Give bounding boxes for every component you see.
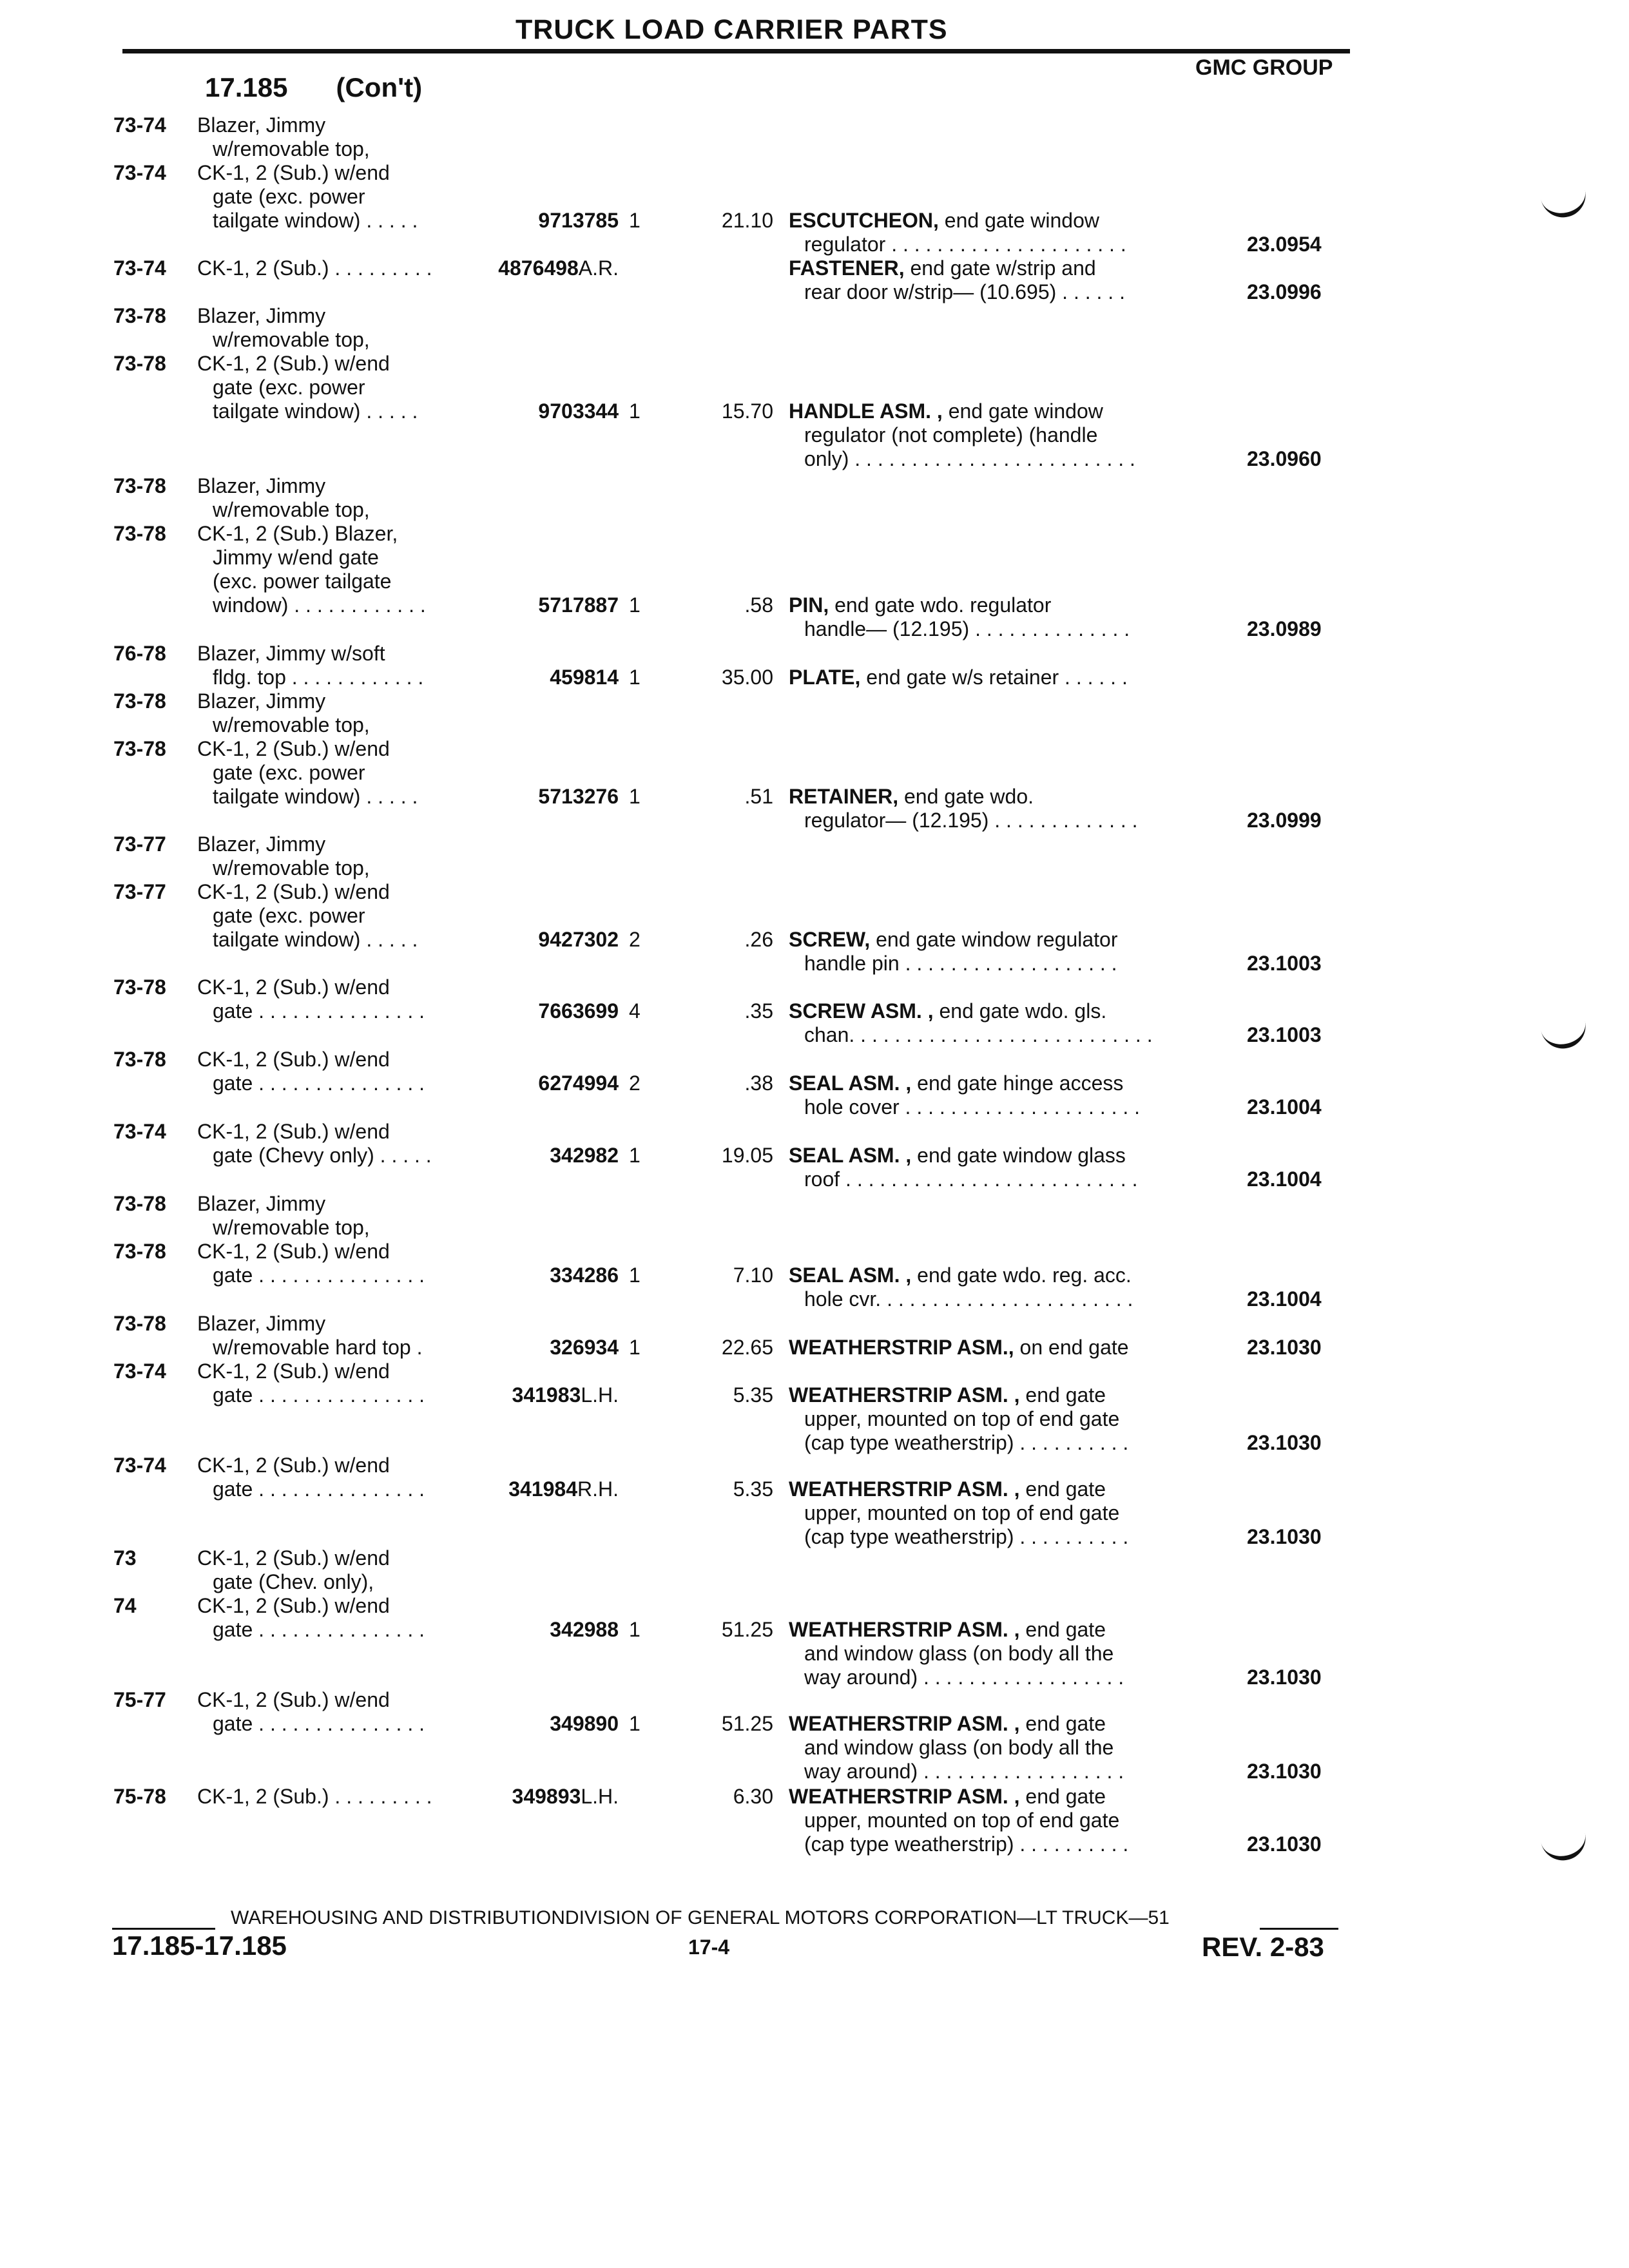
quantity: 1 <box>629 1336 641 1359</box>
part-description <box>789 1072 1140 1119</box>
description-line: handle— (12.195) . . . . . . . . . . . . . . <box>804 617 1130 640</box>
description-line: way around) . . . . . . . . . . . . . . . . . . <box>804 1760 1124 1783</box>
part-number <box>451 593 619 617</box>
model-description <box>197 1048 425 1095</box>
model-description <box>197 1546 390 1594</box>
model-year: 73 <box>113 1546 137 1570</box>
model-line: CK-1, 2 (Sub.) . . . . . . . . . <box>197 256 432 280</box>
model-description <box>197 113 370 161</box>
model-description <box>197 256 432 280</box>
part-number <box>451 999 619 1023</box>
part-description <box>789 999 1153 1047</box>
description-line: WEATHERSTRIP ASM. , end gate <box>789 1712 1106 1735</box>
price: .26 <box>744 928 773 951</box>
model-line: CK-1, 2 (Sub.) w/end <box>197 1048 390 1071</box>
part-number <box>451 1264 619 1287</box>
part-number-value: 326934 <box>550 1336 619 1359</box>
quantity: 2 <box>629 1072 641 1095</box>
group-reference: 23.1003 <box>1247 952 1322 975</box>
parts-row <box>0 1594 1629 1689</box>
price: 22.65 <box>721 1336 773 1359</box>
model-line: CK-1, 2 (Sub.) . . . . . . . . . <box>197 1785 432 1808</box>
description-line: upper, mounted on top of end gate <box>804 1407 1120 1430</box>
model-line: gate (Chev. only), <box>213 1570 374 1593</box>
model-year: 73-77 <box>113 880 166 903</box>
model-line: gate (exc. power <box>213 376 365 399</box>
part-description <box>789 1785 1128 1856</box>
footer-division: WAREHOUSING AND DISTRIBUTIONDIVISION OF GENERAL MOTORS CORPORATION—LT TRUCK—51 <box>231 1907 1170 1928</box>
model-line: gate . . . . . . . . . . . . . . . <box>213 1712 425 1735</box>
description-line: chan. . . . . . . . . . . . . . . . . . . . . . . . . . . <box>804 1023 1153 1046</box>
model-line: w/removable top, <box>213 498 370 521</box>
description-line: (cap type weatherstrip) . . . . . . . . . . <box>804 1525 1129 1548</box>
description-line: PLATE, end gate w/s retainer . . . . . . <box>789 666 1128 689</box>
model-line: tailgate window) . . . . . <box>213 785 418 808</box>
parts-row <box>0 689 1629 736</box>
part-number <box>451 1618 619 1642</box>
model-line: CK-1, 2 (Sub.) w/end <box>197 352 390 375</box>
section-heading <box>205 72 422 103</box>
description-line: (cap type weatherstrip) . . . . . . . . . . <box>804 1832 1129 1856</box>
part-side-suffix: L.H. <box>581 1785 619 1808</box>
model-description <box>197 1454 425 1501</box>
description-line: WEATHERSTRIP ASM. , end gate <box>789 1477 1106 1501</box>
model-description <box>197 161 418 233</box>
model-line: CK-1, 2 (Sub.) w/end <box>197 1688 390 1711</box>
model-line: Blazer, Jimmy <box>197 474 326 497</box>
part-number <box>451 666 619 689</box>
model-line: CK-1, 2 (Sub.) w/end <box>197 1594 390 1617</box>
group-reference: 23.0999 <box>1247 809 1322 832</box>
part-number <box>451 1785 619 1809</box>
price: 35.00 <box>721 666 773 689</box>
model-line: Blazer, Jimmy <box>197 304 326 327</box>
description-line: upper, mounted on top of end gate <box>804 1809 1120 1832</box>
model-line: CK-1, 2 (Sub.) Blazer, <box>197 522 398 545</box>
model-year: 73-78 <box>113 1312 166 1335</box>
description-line: SEAL ASM. , end gate window glass <box>789 1144 1126 1167</box>
model-line: Blazer, Jimmy w/soft <box>197 642 385 665</box>
description-line: FASTENER, end gate w/strip and <box>789 256 1096 280</box>
quantity: 1 <box>629 666 641 689</box>
part-number-value: 342982 <box>550 1144 619 1167</box>
description-line: ESCUTCHEON, end gate window <box>789 209 1099 232</box>
part-number <box>451 399 619 423</box>
quantity: 1 <box>629 209 641 232</box>
model-line: tailgate window) . . . . . <box>213 928 418 951</box>
model-description <box>197 1312 423 1360</box>
group-reference: 23.1003 <box>1247 1023 1322 1046</box>
model-line: Blazer, Jimmy <box>197 1312 326 1335</box>
model-year: 73-78 <box>113 689 166 713</box>
model-line: gate (Chevy only) . . . . . <box>213 1144 432 1167</box>
description-line: (cap type weatherstrip) . . . . . . . . . . <box>804 1431 1129 1454</box>
parts-row <box>0 304 1629 351</box>
part-description <box>789 399 1135 471</box>
footer-range: 17.185-17.185 <box>112 1930 287 1961</box>
part-number <box>451 1144 619 1168</box>
part-number <box>451 1383 619 1407</box>
description-line: HANDLE ASM. , end gate window <box>789 399 1103 423</box>
parts-row <box>0 522 1629 640</box>
model-year: 73-78 <box>113 1048 166 1071</box>
group-reference: 23.1030 <box>1247 1760 1322 1783</box>
part-description <box>789 785 1138 832</box>
model-line: gate . . . . . . . . . . . . . . . <box>213 1072 425 1095</box>
price: 5.35 <box>733 1383 773 1407</box>
parts-row <box>0 975 1629 1046</box>
description-line: roof . . . . . . . . . . . . . . . . . . . . . . . . . . <box>804 1168 1138 1191</box>
quantity: 1 <box>629 1618 641 1641</box>
model-description <box>197 642 423 689</box>
description-line: SCREW, end gate window regulator <box>789 928 1118 951</box>
model-line: CK-1, 2 (Sub.) w/end <box>197 975 390 999</box>
part-description <box>789 1712 1124 1783</box>
description-line: WEATHERSTRIP ASM. , end gate <box>789 1618 1106 1641</box>
group-reference: 23.1030 <box>1247 1832 1322 1856</box>
model-description <box>197 304 370 352</box>
part-number-value: 349890 <box>550 1712 619 1735</box>
model-line: (exc. power tailgate <box>213 570 392 593</box>
model-line: w/removable top, <box>213 713 370 736</box>
model-line: w/removable top, <box>213 856 370 879</box>
part-description <box>789 256 1125 304</box>
model-year: 73-78 <box>113 975 166 999</box>
model-year: 73-74 <box>113 161 166 184</box>
group-reference: 23.1030 <box>1247 1336 1322 1359</box>
price: 51.25 <box>721 1618 773 1641</box>
price: 19.05 <box>721 1144 773 1167</box>
model-year: 73-78 <box>113 737 166 760</box>
model-line: gate (exc. power <box>213 904 365 927</box>
model-line: gate . . . . . . . . . . . . . . . <box>213 1383 425 1407</box>
parts-row <box>0 113 1629 160</box>
model-year: 75-78 <box>113 1785 166 1808</box>
model-description <box>197 737 418 809</box>
model-year: 73-78 <box>113 522 166 545</box>
page-title: TRUCK LOAD CARRIER PARTS <box>516 14 948 45</box>
quantity: 1 <box>629 1144 641 1167</box>
model-line: CK-1, 2 (Sub.) w/end <box>197 880 390 903</box>
group-reference: 23.1030 <box>1247 1431 1322 1454</box>
parts-row <box>0 256 1629 303</box>
parts-row <box>0 737 1629 832</box>
model-year: 73-78 <box>113 474 166 497</box>
model-description <box>197 1688 425 1736</box>
model-line: Blazer, Jimmy <box>197 113 326 137</box>
description-line: regulator— (12.195) . . . . . . . . . . . . . <box>804 809 1138 832</box>
model-year: 73-74 <box>113 1360 166 1383</box>
group-label: GMC GROUP <box>1195 55 1333 80</box>
description-line: SCREW ASM. , end gate wdo. gls. <box>789 999 1107 1023</box>
model-year: 73-78 <box>113 1240 166 1263</box>
model-line: CK-1, 2 (Sub.) w/end <box>197 1360 390 1383</box>
group-reference: 23.1030 <box>1247 1666 1322 1689</box>
model-year: 73-78 <box>113 304 166 327</box>
model-line: CK-1, 2 (Sub.) w/end <box>197 737 390 760</box>
model-description <box>197 880 418 952</box>
description-line: rear door w/strip— (10.695) . . . . . . <box>804 280 1125 303</box>
section-suffix: (Con't) <box>336 72 423 102</box>
part-number <box>451 1712 619 1736</box>
model-line: Blazer, Jimmy <box>197 1192 326 1215</box>
parts-row <box>0 161 1629 256</box>
price: 51.25 <box>721 1712 773 1735</box>
model-year: 73-77 <box>113 832 166 856</box>
group-reference: 23.0996 <box>1247 280 1322 303</box>
description-line: WEATHERSTRIP ASM. , end gate <box>789 1785 1106 1808</box>
model-description <box>197 689 370 737</box>
part-number-value: 341983 <box>512 1383 581 1407</box>
description-line: SEAL ASM. , end gate wdo. reg. acc. <box>789 1264 1132 1287</box>
model-description <box>197 832 370 880</box>
model-line: CK-1, 2 (Sub.) w/end <box>197 1546 390 1570</box>
model-line: w/removable hard top . <box>213 1336 423 1359</box>
quantity: 1 <box>629 1712 641 1735</box>
part-description <box>789 666 1128 689</box>
quantity: 4 <box>629 999 641 1023</box>
binder-mark <box>1541 1832 1590 1865</box>
model-line: Blazer, Jimmy <box>197 832 326 856</box>
quantity: 1 <box>629 785 641 808</box>
parts-row <box>0 880 1629 975</box>
section-number: 17.185 <box>205 72 288 102</box>
parts-row <box>0 474 1629 521</box>
model-year: 73-74 <box>113 256 166 280</box>
model-line: Blazer, Jimmy <box>197 689 326 713</box>
model-description <box>197 474 370 522</box>
parts-row <box>0 1546 1629 1593</box>
part-number <box>451 1477 619 1501</box>
model-description <box>197 522 426 617</box>
group-reference: 23.1004 <box>1247 1168 1322 1191</box>
model-line: gate . . . . . . . . . . . . . . . <box>213 999 425 1023</box>
model-line: gate (exc. power <box>213 761 365 784</box>
description-line: handle pin . . . . . . . . . . . . . . . . . . . <box>804 952 1117 975</box>
model-year: 73-78 <box>113 1192 166 1215</box>
price: .35 <box>744 999 773 1023</box>
price: .58 <box>744 593 773 617</box>
group-reference: 23.0989 <box>1247 617 1322 640</box>
part-description <box>789 1618 1124 1689</box>
description-line: only) . . . . . . . . . . . . . . . . . . . . . . . . . <box>804 447 1135 470</box>
quantity: 2 <box>629 928 641 951</box>
model-line: w/removable top, <box>213 328 370 351</box>
quantity: 1 <box>629 593 641 617</box>
part-number <box>451 256 619 280</box>
part-number <box>451 209 619 233</box>
model-year: 75-77 <box>113 1688 166 1711</box>
model-description <box>197 1120 432 1168</box>
binder-mark <box>1541 189 1590 222</box>
price: 15.70 <box>721 399 773 423</box>
model-line: gate . . . . . . . . . . . . . . . <box>213 1477 425 1501</box>
parts-row <box>0 832 1629 879</box>
model-line: tailgate window) . . . . . <box>213 399 418 423</box>
description-line: hole cover . . . . . . . . . . . . . . . . . . . . . <box>804 1095 1141 1119</box>
model-year: 76-78 <box>113 642 166 665</box>
model-year: 73-78 <box>113 352 166 375</box>
part-description <box>789 209 1126 256</box>
group-reference: 23.1004 <box>1247 1095 1322 1119</box>
model-line: window) . . . . . . . . . . . . <box>213 593 426 617</box>
model-line: CK-1, 2 (Sub.) w/end <box>197 1240 390 1263</box>
part-description <box>789 593 1130 641</box>
model-year: 73-74 <box>113 1454 166 1477</box>
footer-page-number: 17-4 <box>688 1936 730 1959</box>
model-line: w/removable top, <box>213 137 370 160</box>
model-line: Jimmy w/end gate <box>213 546 379 569</box>
part-description <box>789 928 1117 975</box>
model-description <box>197 1192 370 1240</box>
part-number-value: 4876498 <box>498 256 579 280</box>
description-line: WEATHERSTRIP ASM. , end gate <box>789 1383 1106 1407</box>
model-year: 73-74 <box>113 113 166 137</box>
model-line: CK-1, 2 (Sub.) w/end <box>197 1120 390 1143</box>
group-reference: 23.1004 <box>1247 1287 1322 1311</box>
parts-row <box>0 1688 1629 1783</box>
part-description <box>789 1477 1128 1549</box>
model-description <box>197 1594 425 1642</box>
footer-rule-left <box>112 1928 215 1930</box>
quantity: 1 <box>629 399 641 423</box>
model-line: CK-1, 2 (Sub.) w/end <box>197 161 390 184</box>
model-line: gate . . . . . . . . . . . . . . . <box>213 1264 425 1287</box>
part-number-value: 341984 <box>508 1477 577 1501</box>
description-line: regulator (not complete) (handle <box>804 423 1098 447</box>
description-line: RETAINER, end gate wdo. <box>789 785 1034 808</box>
group-reference: 23.1030 <box>1247 1525 1322 1548</box>
model-line: w/removable top, <box>213 1216 370 1239</box>
part-side-suffix: A.R. <box>578 256 619 280</box>
price: .51 <box>744 785 773 808</box>
price: 21.10 <box>721 209 773 232</box>
part-number-value: 9703344 <box>538 399 619 423</box>
part-number <box>451 1072 619 1095</box>
description-line: and window glass (on body all the <box>804 1642 1114 1665</box>
description-line: SEAL ASM. , end gate hinge access <box>789 1072 1124 1095</box>
part-number-value: 459814 <box>550 666 619 689</box>
part-description <box>789 1383 1128 1455</box>
model-line: tailgate window) . . . . . <box>213 209 418 232</box>
part-number-value: 342988 <box>550 1618 619 1641</box>
model-line: gate . . . . . . . . . . . . . . . <box>213 1618 425 1641</box>
part-number-value: 334286 <box>550 1264 619 1287</box>
part-number-value: 7663699 <box>538 999 619 1023</box>
part-side-suffix: L.H. <box>581 1383 619 1407</box>
footer-revision: REV. 2-83 <box>1202 1932 1324 1962</box>
price: .38 <box>744 1072 773 1095</box>
model-description <box>197 352 418 423</box>
description-line: hole cvr. . . . . . . . . . . . . . . . . . . . . . . <box>804 1287 1133 1311</box>
part-description <box>789 1264 1133 1311</box>
part-number-value: 5713276 <box>538 785 619 808</box>
description-line: PIN, end gate wdo. regulator <box>789 593 1052 617</box>
model-year: 74 <box>113 1594 137 1617</box>
model-line: gate (exc. power <box>213 185 365 208</box>
part-number-value: 9713785 <box>538 209 619 232</box>
part-number-value: 9427302 <box>538 928 619 951</box>
group-reference: 23.0960 <box>1247 447 1322 470</box>
part-number-value: 5717887 <box>538 593 619 617</box>
group-reference: 23.0954 <box>1247 233 1322 256</box>
quantity: 1 <box>629 1264 641 1287</box>
price: 7.10 <box>733 1264 773 1287</box>
parts-row <box>0 1192 1629 1239</box>
model-description <box>197 1785 432 1809</box>
description-line: WEATHERSTRIP ASM., on end gate <box>789 1336 1129 1359</box>
part-number <box>451 928 619 952</box>
description-line: upper, mounted on top of end gate <box>804 1501 1120 1524</box>
part-number-value: 349893 <box>512 1785 581 1808</box>
price: 5.35 <box>733 1477 773 1501</box>
description-line: and window glass (on body all the <box>804 1736 1114 1759</box>
model-line: CK-1, 2 (Sub.) w/end <box>197 1454 390 1477</box>
part-number-value: 6274994 <box>538 1072 619 1095</box>
model-description <box>197 975 425 1023</box>
model-description <box>197 1240 425 1287</box>
header-rule <box>122 49 1350 53</box>
model-line: fldg. top . . . . . . . . . . . . <box>213 666 424 689</box>
model-description <box>197 1360 425 1407</box>
description-line: way around) . . . . . . . . . . . . . . . . . . <box>804 1666 1124 1689</box>
part-number <box>451 1336 619 1360</box>
part-description <box>789 1144 1137 1191</box>
part-description <box>789 1336 1129 1360</box>
description-line: regulator . . . . . . . . . . . . . . . . . . . . . <box>804 233 1126 256</box>
part-number <box>451 785 619 809</box>
part-side-suffix: R.H. <box>577 1477 619 1501</box>
footer-rule-right <box>1260 1928 1338 1930</box>
price: 6.30 <box>733 1785 773 1808</box>
model-year: 73-74 <box>113 1120 166 1143</box>
